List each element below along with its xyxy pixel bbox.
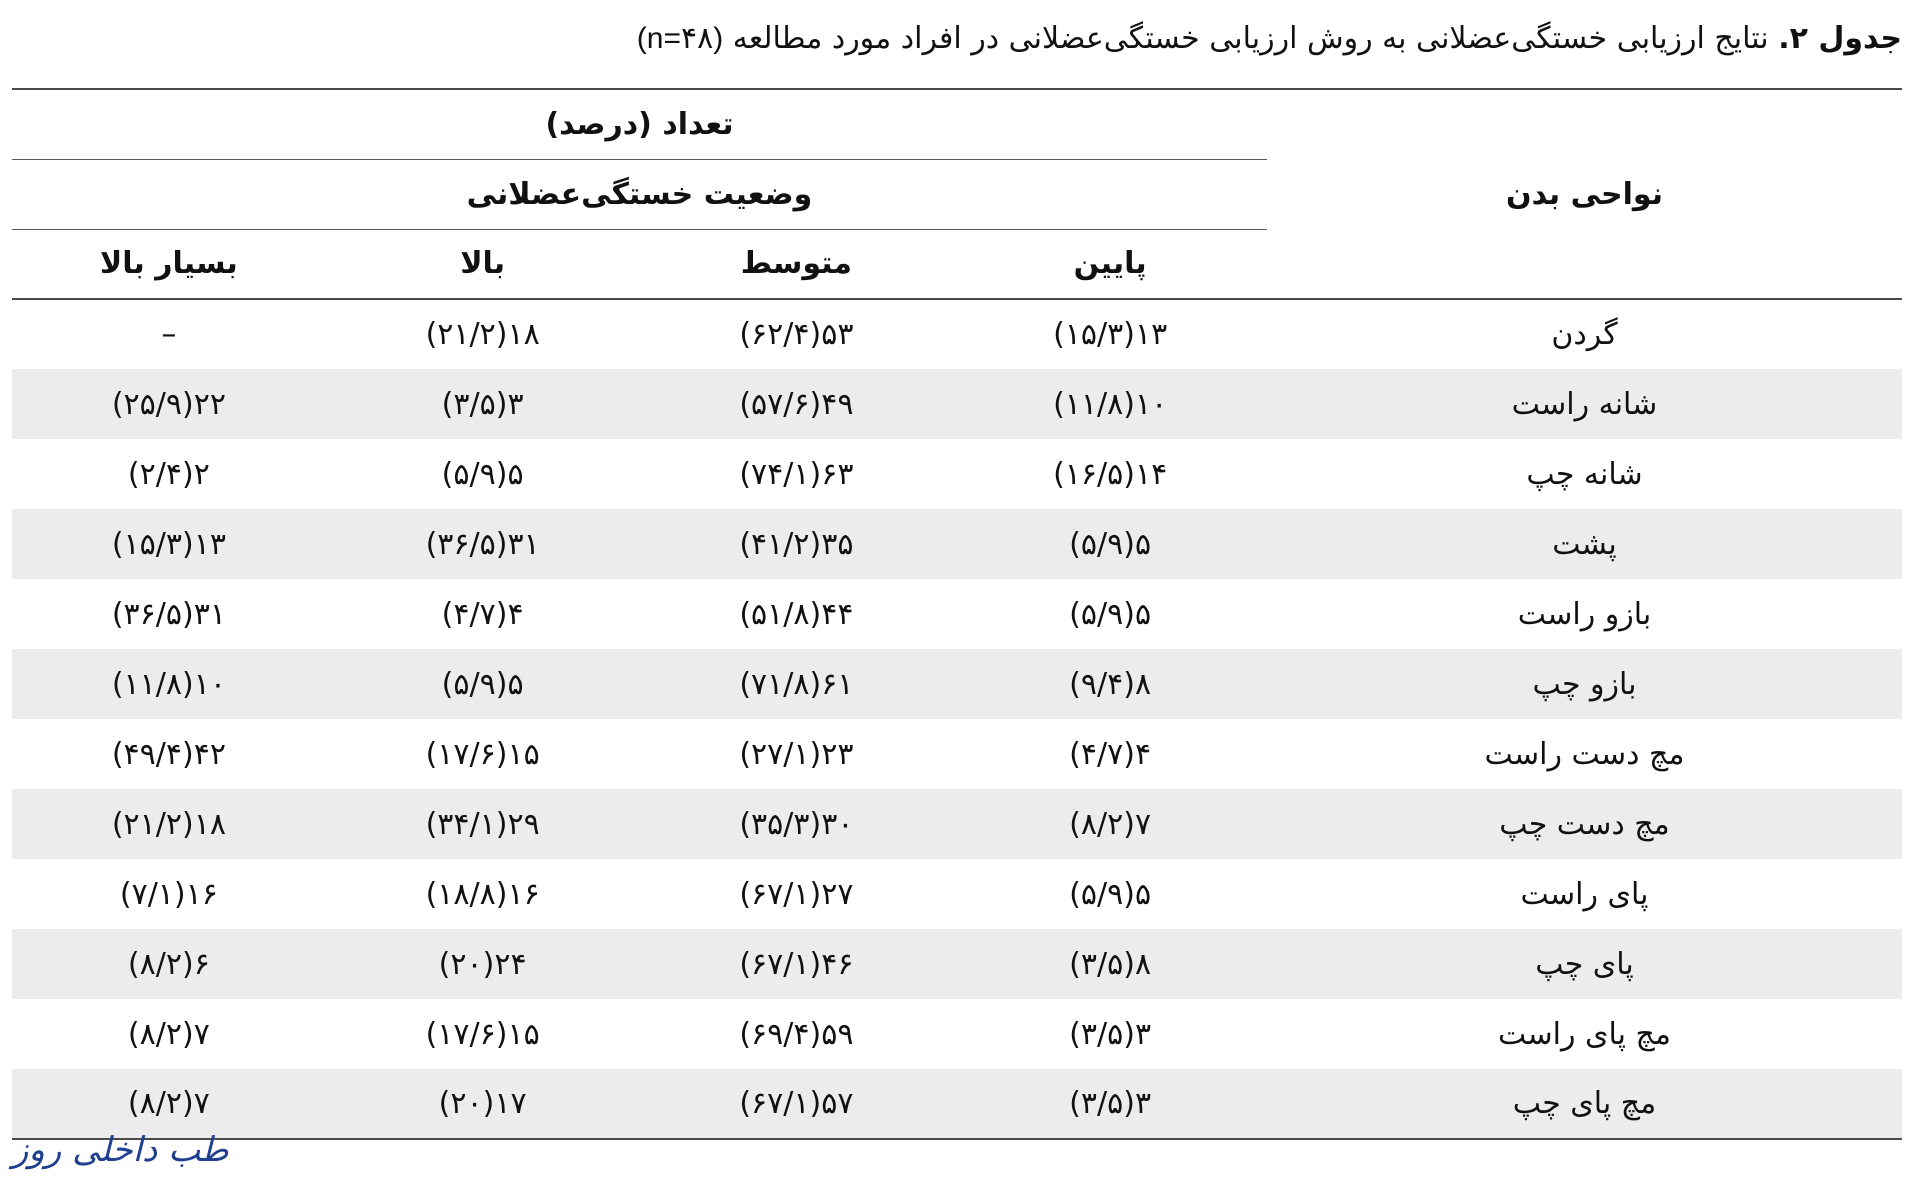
table-row [12, 1069, 1902, 1139]
table-row [12, 369, 1902, 439]
header-count-percent: تعداد (درصد) [12, 89, 1267, 159]
header-level-medium: متوسط [640, 229, 954, 299]
cell-low: ۱۴(۱۶/۵) [1053, 456, 1168, 492]
cell-medium: ۴۶(۶۷/۱) [739, 946, 854, 982]
cell-high: ۱۶(۱۸/۸) [425, 876, 540, 912]
cell-very-high: ۳۱(۳۶/۵) [111, 596, 226, 632]
cell-low: ۸(۹/۴) [1069, 666, 1152, 702]
table-row [12, 439, 1902, 509]
table-caption [10, 14, 1902, 64]
cell-low: ۸(۳/۵) [1069, 946, 1152, 982]
table-row [12, 649, 1902, 719]
cell-medium: ۳۰(۳۵/۳) [739, 806, 854, 842]
table-row [12, 719, 1902, 789]
row-region: مچ پای چپ [1267, 1069, 1902, 1139]
cell-very-high: ۱۸(۲۱/۲) [111, 806, 226, 842]
caption-sample-size: (n=۴۸) [636, 22, 724, 55]
cell-high: ۴(۴/۷) [441, 596, 524, 632]
cell-medium: ۵۷(۶۷/۱) [640, 1069, 954, 1139]
row-region: پای چپ [1535, 946, 1634, 982]
table-row [12, 299, 1902, 369]
cell-high: ۳۱(۳۶/۵) [425, 526, 540, 562]
table-header [12, 89, 1902, 299]
cell-very-high: ۷(۸/۲) [12, 1069, 326, 1139]
cell-very-high: ۱۶(۷/۱) [119, 876, 218, 912]
fatigue-table [12, 88, 1902, 1140]
table-body [12, 299, 1902, 1139]
row-region: مچ دست راست [1484, 736, 1685, 772]
cell-medium: ۴۴(۵۱/۸) [739, 596, 854, 632]
cell-high: ۱۸(۲۱/۲) [425, 317, 540, 352]
cell-medium: ۴۹(۵۷/۶) [739, 386, 854, 422]
header-region: نواحی بدن [1267, 89, 1902, 299]
row-region: بازو راست [1517, 596, 1652, 632]
header-level-low: پایین [953, 229, 1267, 299]
cell-medium: ۵۹(۶۹/۴) [739, 1016, 854, 1052]
cell-medium: ۶۱(۷۱/۸) [739, 666, 854, 702]
cell-very-high: ۴۲(۴۹/۴) [111, 736, 226, 772]
cell-very-high: ۲۲(۲۵/۹) [111, 386, 226, 422]
cell-high: ۳(۳/۵) [441, 386, 524, 422]
row-region: گردن [1551, 317, 1618, 352]
cell-low: ۷(۸/۲) [1069, 806, 1152, 842]
table-row [12, 999, 1902, 1069]
cell-medium: ۲۳(۲۷/۱) [739, 736, 854, 772]
cell-low: ۵(۵/۹) [1069, 526, 1152, 562]
row-region: مچ پای راست [1498, 1016, 1671, 1052]
cell-high: ۱۵(۱۷/۶) [425, 736, 540, 772]
cell-medium: ۲۷(۶۷/۱) [739, 876, 854, 912]
table-row [12, 859, 1902, 929]
row-region: مچ دست چپ [1499, 806, 1670, 842]
cell-low: ۵(۵/۹) [1069, 596, 1152, 632]
caption-text: نتایج ارزیابی خستگی‌عضلانی به روش ارزیابی خستگی‌عضلانی در افراد مورد مطالعه [732, 21, 1769, 56]
cell-very-high: ۷(۸/۲) [127, 1016, 210, 1052]
cell-low: ۳(۳/۵) [1069, 1016, 1152, 1052]
row-region: شانه راست [1511, 386, 1658, 422]
cell-high: ۲۹(۳۴/۱) [425, 806, 540, 842]
row-region: بازو چپ [1532, 666, 1637, 702]
row-region: شانه چپ [1526, 456, 1643, 492]
row-region: پای راست [1520, 876, 1649, 912]
journal-logo: طب داخلی روز [12, 1130, 229, 1170]
cell-very-high: ۱۳(۱۵/۳) [111, 526, 226, 562]
table-row [12, 579, 1902, 649]
header-fatigue-status: وضعیت خستگی‌عضلانی [12, 159, 1267, 229]
cell-medium: ۵۳(۶۲/۴) [739, 317, 854, 352]
header-level-very-high: بسیار بالا [12, 229, 326, 299]
cell-low: ۱۳(۱۵/۳) [1053, 317, 1168, 352]
header-level-high: بالا [326, 229, 640, 299]
cell-high: ۲۴(۲۰) [438, 946, 527, 982]
cell-low: ۵(۵/۹) [1069, 876, 1152, 912]
cell-low: ۴(۴/۷) [1069, 736, 1152, 772]
cell-high: ۱۵(۱۷/۶) [425, 1016, 540, 1052]
cell-medium: ۶۳(۷۴/۱) [739, 456, 854, 492]
cell-medium: ۳۵(۴۱/۲) [739, 526, 854, 562]
cell-high: ۵(۵/۹) [441, 666, 524, 702]
cell-high: ۵(۵/۹) [441, 456, 524, 492]
cell-very-high: – [161, 317, 177, 352]
table-row [12, 929, 1902, 999]
cell-low: ۳(۳/۵) [953, 1069, 1267, 1139]
cell-high: ۱۷(۲۰) [326, 1069, 640, 1139]
table-row [12, 509, 1902, 579]
cell-low: ۱۰(۱۱/۸) [1053, 386, 1168, 422]
cell-very-high: ۲(۲/۴) [127, 456, 210, 492]
cell-very-high: ۱۰(۱۱/۸) [111, 666, 226, 702]
cell-very-high: ۶(۸/۲) [127, 946, 210, 982]
table-row [12, 789, 1902, 859]
row-region: پشت [1552, 526, 1617, 562]
caption-label: جدول ۲. [1778, 21, 1902, 56]
